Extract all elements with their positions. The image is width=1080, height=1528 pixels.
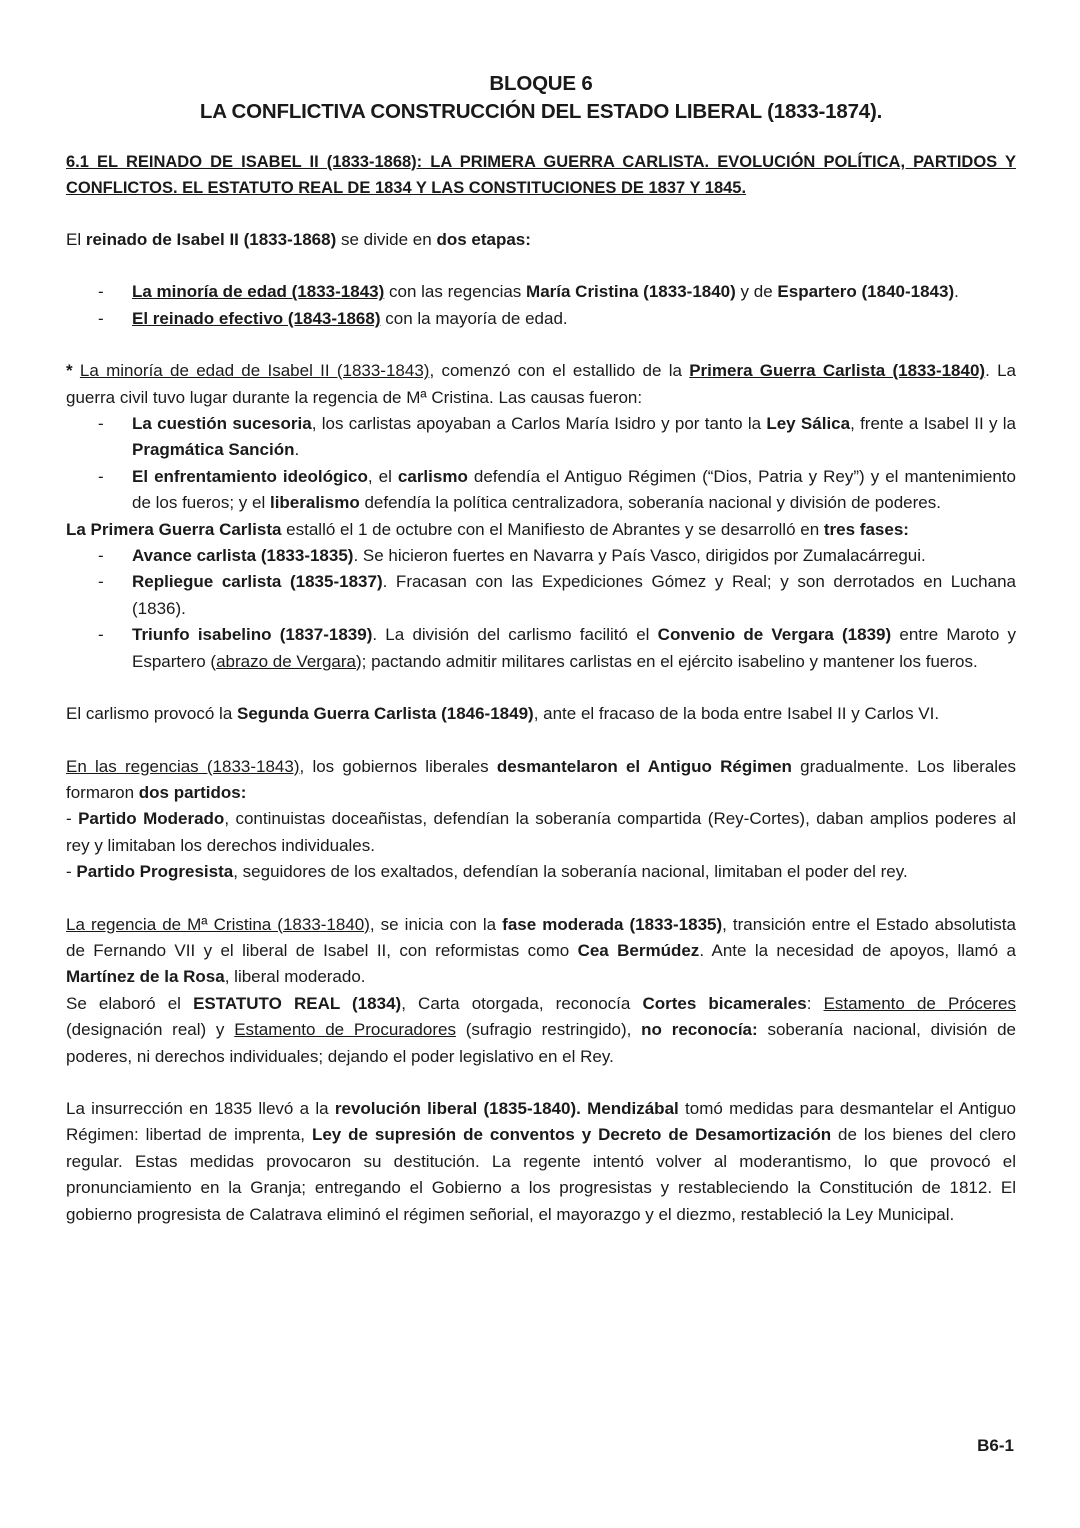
page-number: B6-1 — [977, 1436, 1014, 1455]
list-item: - Avance carlista (1833-1835). Se hicieron fuertes en Navarra y País Vasco, dirigidos por Zumalacárregui. — [132, 543, 1016, 569]
intro-paragraph: El reinado de Isabel II (1833-1868) se divide en dos etapas: — [66, 230, 531, 249]
causas-list — [66, 411, 1016, 517]
dash-bullet: - — [98, 414, 104, 434]
estatuto-paragraph: Se elaboró el ESTATUTO REAL (1834), Carta otorgada, reconocía Cortes bicamerales: Estamento de Próceres (designación real) y Estamento de Procuradores (sufragio restringido), no reconocía: soberanía nacional, división de poderes, ni derechos individuales; dejando el poder legislativo en el Rey. — [66, 993, 1017, 1066]
bloque-title: BLOQUE 6 — [489, 72, 593, 95]
segunda-guerra-paragraph: El carlismo provocó la Segunda Guerra Carlista (1846-1849), ante el fracaso de la boda entre Isabel II y Carlos VI. — [66, 704, 940, 724]
section-heading: 6.1 EL REINADO DE ISABEL II (1833-1868): LA PRIMERA GUERRA CARLISTA. EVOLUCIÓN POLÍTICA, PARTIDOS Y CONFLICTOS. EL ESTATUTO REAL DE 1834 Y LAS CONSTITUCIONES DE 1837 Y 1845. — [66, 153, 1016, 197]
partido-moderado-paragraph: - Partido Moderado, continuistas doceañistas, defendían la soberanía compartida (Rey-Cortes), daban amplios poderes al rey y limitaban los derechos individuales. — [66, 809, 1017, 855]
list-item: - Repliegue carlista (1835-1837). Fracasan con las Expediciones Gómez y Real; y son derrotados en Luchana (1836). — [132, 569, 1016, 622]
fases-list — [66, 543, 1016, 675]
spacer — [66, 675, 1016, 701]
list-item: - La minoría de edad (1833-1843) con las regencias María Cristina (1833-1840) y de Espartero (1840-1843). — [132, 279, 1016, 305]
spacer — [66, 201, 1016, 227]
dash-bullet: - — [98, 466, 104, 486]
fases-intro-paragraph: La Primera Guerra Carlista estalló el 1 de octubre con el Manifiesto de Abrantes y se desarrolló en tres fases: — [66, 519, 909, 539]
spacer — [66, 332, 1016, 358]
minoria-paragraph: * La minoría de edad de Isabel II (1833-1843), comenzó con el estallido de la Primera Guerra Carlista (1833-1840). La guerra civil tuvo lugar durante la regencia de Mª Cristina. Las causas fueron: — [66, 361, 1016, 407]
dash-bullet: - — [98, 282, 104, 302]
dash-bullet: - — [98, 308, 104, 328]
spacer — [66, 728, 1016, 754]
list-item: - El reinado efectivo (1843-1868) con la mayoría de edad. — [132, 306, 1016, 332]
document-title: LA CONFLICTIVA CONSTRUCCIÓN DEL ESTADO LIBERAL (1833-1874). — [199, 100, 883, 123]
dash-bullet: - — [98, 625, 104, 645]
list-item: - La cuestión sucesoria, los carlistas apoyaban a Carlos María Isidro y por tanto la Ley Sálica, frente a Isabel II y la Pragmática Sanción. — [132, 411, 1016, 464]
document-page — [66, 70, 1016, 1228]
dash-bullet: - — [98, 546, 104, 566]
etapas-list — [66, 279, 1016, 332]
list-item: - Triunfo isabelino (1837-1839). La división del carlismo facilitó el Convenio de Vergara (1839) entre Maroto y Espartero (abrazo de Vergara); pactando admitir militares carlistas en el ejército isabelino y mantener los fueros. — [132, 622, 1016, 675]
spacer — [66, 253, 1016, 279]
spacer — [66, 886, 1016, 912]
list-item: - El enfrentamiento ideológico, el carlismo defendía el Antiguo Régimen (“Dios, Patria y Rey”) y el mantenimiento de los fueros; y el liberalismo defendía la política centralizadora, soberanía nacional y división de poderes. — [132, 464, 1016, 517]
regencias-paragraph: En las regencias (1833-1843), los gobiernos liberales desmantelaron el Antiguo Régimen gradualmente. Los liberales formaron dos partidos: — [66, 756, 1017, 802]
dash-bullet: - — [98, 572, 104, 592]
partido-progresista-paragraph: - Partido Progresista, seguidores de los exaltados, defendían la soberanía nacional, limitaban el poder del rey. — [66, 862, 908, 882]
spacer — [66, 1070, 1016, 1096]
title-block — [66, 70, 1016, 126]
insurreccion-paragraph: La insurrección en 1835 llevó a la revolución liberal (1835-1840). Mendizábal tomó medidas para desmantelar el Antiguo Régimen: libertad de imprenta, Ley de supresión de conventos y Decreto de Desamortización de los bienes del clero regular. Estas medidas provocaron su destitución. La regente intentó volver al moderantismo, lo que provocó el pronunciamiento en la Granja; entregando el Gobierno a los progresistas y restableciendo la Constitución de 1812. El gobierno progresista de Calatrava eliminó el régimen señorial, el mayorazgo y el diezmo, restableció la Ley Municipal. — [66, 1098, 1016, 1224]
regencia-cristina-paragraph: La regencia de Mª Cristina (1833-1840), se inicia con la fase moderada (1833-1835), transición entre el Estado absolutista de Fernando VII y el liberal de Isabel II, con reformistas como Cea Bermúdez. Ante la necesidad de apoyos, llamó a Martínez de la Rosa, liberal moderado. — [66, 914, 1016, 987]
